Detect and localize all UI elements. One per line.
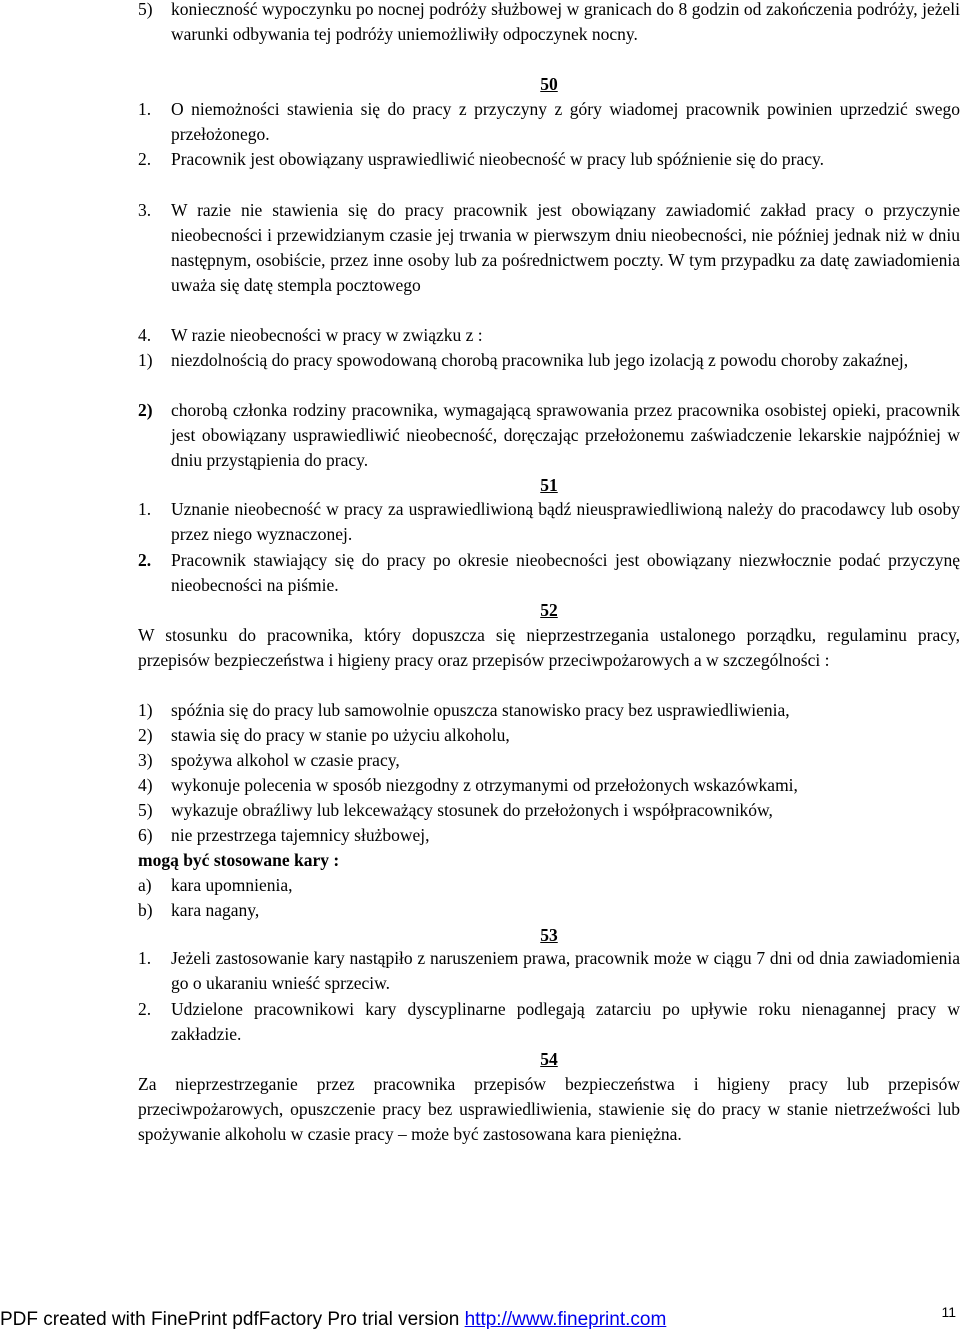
- item-text: stawia się do pracy w stanie po użyciu alkoholu,: [171, 725, 510, 745]
- list-item: [138, 0, 960, 47]
- item-number: 3): [138, 750, 153, 770]
- list-item: [138, 698, 960, 723]
- item-text: kara nagany,: [171, 900, 260, 920]
- item-text: W razie nieobecności w pracy w związku z :: [171, 325, 483, 345]
- section-text: Za nieprzestrzeganie przez pracownika przepisów bezpieczeństwa i higieny pracy lub przepisów przeciwpożarowych, opuszczenie pracy bez usprawiedliwienia, stawienie się do pracy w stanie nietrzeźwości lub spożywanie alkoholu w czasie pracy – może być zastosowana kara pieniężna.: [138, 1074, 960, 1144]
- item-number: 1): [138, 700, 153, 720]
- item-number: 2.: [138, 999, 152, 1019]
- item-number: 2): [138, 400, 153, 420]
- item-number: 1.: [138, 499, 152, 519]
- section-intro: W stosunku do pracownika, który dopuszcza się nieprzestrzegania ustalonego porządku, regulaminu pracy, przepisów bezpieczeństwa i higieny pracy oraz przepisów przeciwpożarowych a w szczególności :: [138, 625, 960, 670]
- item-number: 5): [138, 800, 153, 820]
- pdf-footer: [0, 1304, 960, 1333]
- item-text: Jeżeli zastosowanie kary nastąpiło z naruszeniem prawa, pracownik może w ciągu 7 dni od dnia zawiadomienia go o ukaraniu wnieść sprzeciw.: [171, 948, 960, 993]
- item-number: 2.: [138, 149, 152, 169]
- list-item: [138, 323, 960, 348]
- sub-list-item: [138, 348, 960, 373]
- section-heading-53: 53: [540, 925, 558, 945]
- item-number: a): [138, 875, 152, 895]
- item-text: nie przestrzega tajemnicy służbowej,: [171, 825, 430, 845]
- item-text: chorobą członka rodziny pracownika, wymagającą sprawowania przez pracownika osobistej opieki, pracownik jest obowiązany usprawiedliwić nieobecność, doręczając przełożonemu zaświadczenie lekarskie najpóźniej w dniu przystąpienia do pracy.: [171, 400, 960, 470]
- list-item: [138, 773, 960, 798]
- item-text: konieczność wypoczynku po nocnej podróży służbowej w granicach do 8 godzin od zakończenia podróży, jeżeli warunki odbywania tej podróży uniemożliwiły odpoczynek nocny.: [171, 0, 960, 44]
- list-item: [138, 997, 960, 1047]
- item-text: Udzielone pracownikowi kary dyscyplinarne podlegają zatarciu po upływie roku nienagannej pracy w zakładzie.: [171, 999, 960, 1044]
- penalty-heading: mogą być stosowane kary :: [138, 850, 340, 870]
- list-item: [138, 723, 960, 748]
- page-number: 11: [941, 1304, 956, 1320]
- list-item: [138, 198, 960, 298]
- section-heading-50: 50: [540, 74, 558, 94]
- item-number: 6): [138, 825, 153, 845]
- item-text: spożywa alkohol w czasie pracy,: [171, 750, 400, 770]
- item-text: O niemożności stawienia się do pracy z przyczyny z góry wiadomej pracownik powinien uprzedzić swego przełożonego.: [171, 99, 960, 144]
- item-text: wykonuje polecenia w sposób niezgodny z otrzymanymi od przełożonych wskazówkami,: [171, 775, 798, 795]
- item-number: 2): [138, 725, 153, 745]
- item-text: W razie nie stawienia się do pracy pracownik jest obowiązany zawiadomić zakład pracy o przyczynie nieobecności i przewidzianym czasie jej trwania w pierwszym dniu nieobecności, nie później jednak niż w dniu następnym, osobiście, przez inne osoby lub za pośrednictwem poczty. W tym przypadku za datę zawiadomienia uważa się datę stempla pocztowego: [171, 200, 960, 295]
- section-heading-54: 54: [540, 1049, 558, 1069]
- list-item: [138, 798, 960, 823]
- item-text: spóźnia się do pracy lub samowolnie opuszcza stanowisko pracy bez usprawiedliwienia,: [171, 700, 790, 720]
- item-text: wykazuje obraźliwy lub lekceważący stosunek do przełożonych i współpracowników,: [171, 800, 773, 820]
- item-number: 1): [138, 350, 153, 370]
- list-item: [138, 823, 960, 848]
- penalty-item: [138, 898, 960, 923]
- section-heading-52: 52: [540, 600, 558, 620]
- footer-link[interactable]: http://www.fineprint.com: [464, 1309, 667, 1330]
- list-item: [138, 946, 960, 996]
- item-text: niezdolnością do pracy spowodowaną chorobą pracownika lub jego izolacją z powodu choroby zakaźnej,: [171, 350, 909, 370]
- sub-list-item: [138, 398, 960, 473]
- item-number: 5): [138, 0, 153, 19]
- item-number: 2.: [138, 550, 152, 570]
- item-number: 4.: [138, 325, 152, 345]
- section-heading-51: 51: [540, 475, 558, 495]
- list-item: [138, 147, 960, 172]
- item-number: 4): [138, 775, 153, 795]
- list-item: [138, 97, 960, 147]
- footer-text: PDF created with FinePrint pdfFactory Pro trial version: [0, 1309, 465, 1330]
- list-item: [138, 548, 960, 598]
- item-text: Uznanie nieobecność w pracy za usprawiedliwioną bądź nieusprawiedliwioną należy do pracodawcy lub osoby przez niego wyznaczonej.: [171, 499, 960, 544]
- item-text: Pracownik stawiający się do pracy po okresie nieobecności jest obowiązany niezwłocznie podać przyczynę nieobecności na piśmie.: [171, 550, 960, 595]
- item-number: 1.: [138, 948, 152, 968]
- penalty-item: [138, 873, 960, 898]
- item-number: 3.: [138, 200, 152, 220]
- item-text: Pracownik jest obowiązany usprawiedliwić nieobecność w pracy lub spóźnienie się do pracy.: [171, 149, 824, 169]
- item-number: 1.: [138, 99, 152, 119]
- item-text: kara upomnienia,: [171, 875, 293, 895]
- list-item: [138, 497, 960, 547]
- item-number: b): [138, 900, 153, 920]
- list-item: [138, 748, 960, 773]
